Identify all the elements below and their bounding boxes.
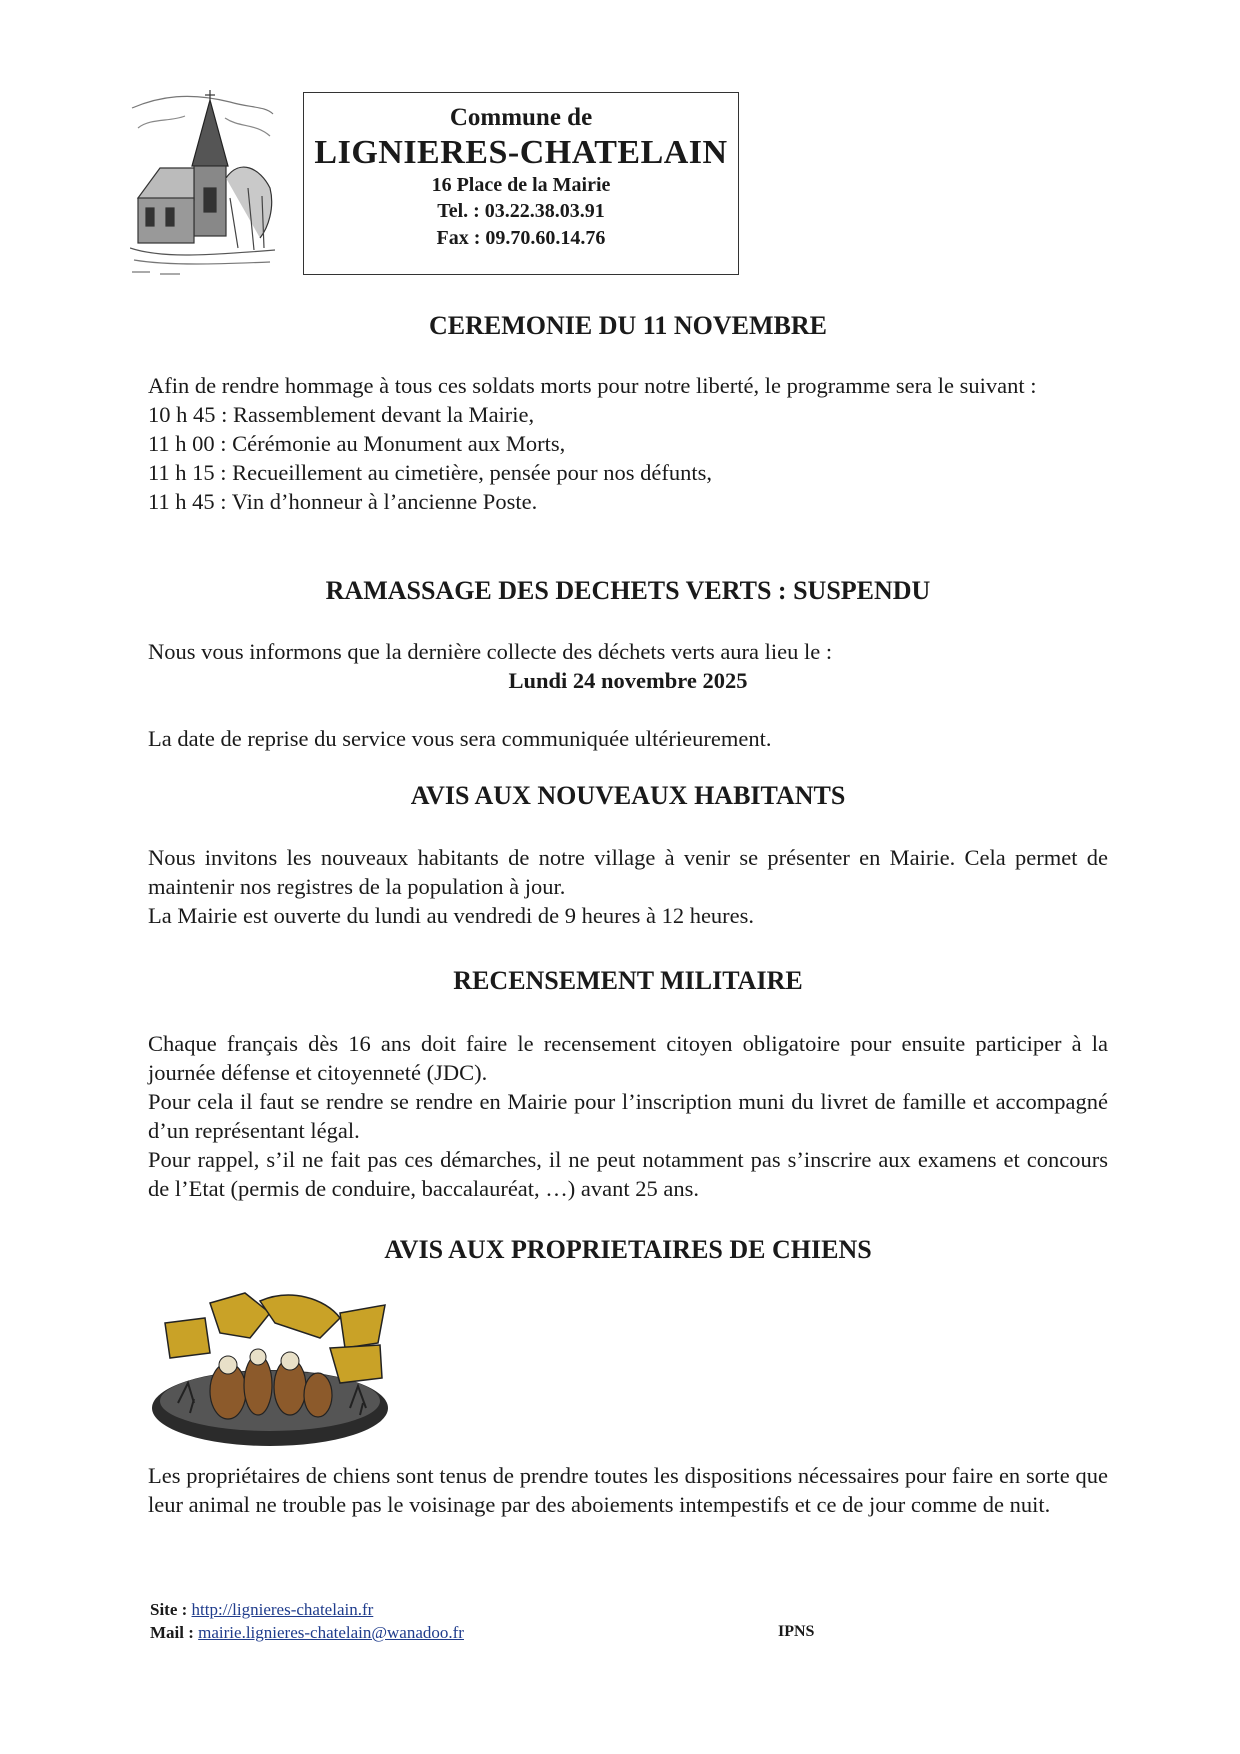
site-link[interactable]: http://lignieres-chatelain.fr xyxy=(191,1600,374,1619)
header-line1: Commune de xyxy=(449,104,593,131)
program-item: 11 h 15 : Recueillement au cimetière, pensée pour nos défunts, xyxy=(148,460,712,485)
section-body-dechets xyxy=(148,637,1108,753)
recensement-p3: Pour rappel, s’il ne fait pas ces démarches, il ne peut notamment pas s’inscrire aux examens et concours de l’Etat (permis de conduire, baccalauréat, …) avant 25 ans. xyxy=(148,1147,1108,1201)
section-title-habitants: AVIS AUX NOUVEAUX HABITANTS xyxy=(410,781,846,810)
dechets-line1: Nous vous informons que la dernière collecte des déchets verts aura lieu le : xyxy=(148,639,833,664)
commune-fax: Fax : 09.70.60.14.76 xyxy=(436,227,606,249)
program-item: 11 h 45 : Vin d’honneur à l’ancienne Poste. xyxy=(148,489,538,514)
footer-site-row xyxy=(150,1598,464,1621)
mail-label: Mail : xyxy=(150,1623,194,1642)
footer-mail-row xyxy=(150,1621,464,1644)
section-title-chiens: AVIS AUX PROPRIETAIRES DE CHIENS xyxy=(384,1235,872,1264)
commune-address: 16 Place de la Mairie xyxy=(431,174,611,196)
ipns-label: IPNS xyxy=(778,1623,815,1640)
dechets-line2: La date de reprise du service vous sera communiquée ultérieurement. xyxy=(148,726,772,751)
barking-dogs-illustration-icon xyxy=(150,1283,395,1448)
commune-header xyxy=(303,92,739,275)
habitants-p2: La Mairie est ouverte du lundi au vendredi de 9 heures à 12 heures. xyxy=(148,903,755,928)
ceremonie-intro: Afin de rendre hommage à tous ces soldats morts pour notre liberté, le programme sera le suivant : xyxy=(148,373,1037,398)
recensement-p2: Pour cela il faut se rendre se rendre en Mairie pour l’inscription muni du livret de famille et accompagné d’un représentant légal. xyxy=(148,1089,1108,1143)
habitants-p1: Nous invitons les nouveaux habitants de notre village à venir se présenter en Mairie. Cela permet de maintenir nos registres de la population à jour. xyxy=(148,845,1108,899)
commune-tel: Tel. : 03.22.38.03.91 xyxy=(437,200,605,222)
program-item: 10 h 45 : Rassemblement devant la Mairie, xyxy=(148,402,535,427)
section-body-habitants xyxy=(148,843,1108,930)
section-body-recensement xyxy=(148,1029,1108,1203)
section-body-ceremonie xyxy=(148,371,1108,516)
section-body-chiens xyxy=(148,1461,1108,1519)
dechets-date: Lundi 24 novembre 2025 xyxy=(508,668,748,693)
section-title-dechets: RAMASSAGE DES DECHETS VERTS : SUSPENDU xyxy=(325,576,931,605)
section-title-recensement: RECENSEMENT MILITAIRE xyxy=(453,966,803,995)
recensement-p1: Chaque français dès 16 ans doit faire le recensement citoyen obligatoire pour ensuite participer à la journée défense et citoyenneté (JDC). xyxy=(148,1031,1108,1085)
mail-link[interactable]: mairie.lignieres-chatelain@wanadoo.fr xyxy=(198,1623,464,1642)
program-item: 11 h 00 : Cérémonie au Monument aux Morts, xyxy=(148,431,566,456)
commune-name: LIGNIERES-CHATELAIN xyxy=(314,134,728,171)
section-title-ceremonie: CEREMONIE DU 11 NOVEMBRE xyxy=(429,311,827,340)
site-label: Site : xyxy=(150,1600,188,1619)
footer-contact xyxy=(150,1598,464,1644)
chiens-p1: Les propriétaires de chiens sont tenus de prendre toutes les dispositions nécessaires pour faire en sorte que leur animal ne trouble pas le voisinage par des aboiements intempestifs et ce de jour comme de nuit. xyxy=(148,1463,1108,1517)
church-drawing-icon xyxy=(130,88,275,278)
